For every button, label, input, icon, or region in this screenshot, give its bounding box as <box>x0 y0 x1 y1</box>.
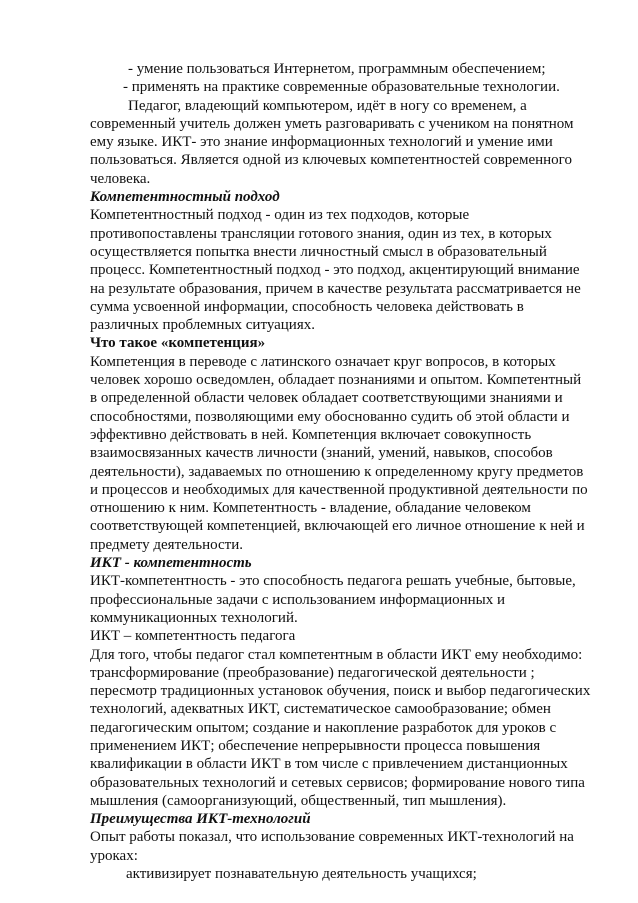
text-line: ИКТ-компетентность - это способность педагога решать учебные, бытовые, <box>90 573 576 590</box>
section-heading: ИКТ - компетентность <box>90 555 252 572</box>
text-line: на результате образования, причем в качестве результата рассматривается не <box>90 280 581 297</box>
text-line: способностями, позволяющими ему обоснованно судить об этой области и <box>90 408 570 425</box>
text-line: ИКТ – компетентность педагога <box>90 628 296 645</box>
section-heading: Преимущества ИКТ-технологий <box>90 811 311 828</box>
text-line: мышления (самоорганизующий, общественный, тип мышления). <box>90 792 507 809</box>
text-line: отношению к ним. Компетентность - владение, обладание человеком <box>90 500 531 517</box>
text-line: коммуникационных технологий. <box>90 609 298 626</box>
text-line: деятельности), задаваемых по отношению к определенному кругу предметов <box>90 463 584 480</box>
text-line: - умение пользоваться Интернетом, программным обеспечением; <box>128 61 546 77</box>
text-line: уроках: <box>90 847 138 864</box>
text-line: ему языке. ИКТ- это знание информационных технологий и умение ими <box>90 134 553 151</box>
text-line: образовательных технологий и сетевых сервисов; формирование нового типа <box>90 774 585 791</box>
text-line: Педагог, владеющий компьютером, идёт в ногу со временем, а <box>128 97 527 114</box>
text-line: осуществляется попытка внести личностный смысл в образовательный <box>90 243 547 260</box>
text-line: пересмотр традиционных установок обучения, поиск и выбор педагогических <box>90 683 591 700</box>
text-line: сумма усвоенной информации, способность человека действовать в <box>90 298 524 315</box>
section-heading: Компетентностный подход <box>90 189 280 206</box>
text-line: взаимосвязанных качеств личности (знаний, умений, навыков, способов <box>90 445 553 462</box>
text-line: в определенной области человек обладает соответствующими знаниями и <box>90 390 563 407</box>
text-line: педагогическим опытом; создание и накопление разработок для уроков с <box>90 719 557 736</box>
text-line: - применять на практике современные образовательные технологии. <box>123 79 560 96</box>
text-line: пользоваться. Является одной из ключевых компетентностей современного <box>90 152 572 169</box>
text-line: современный учитель должен уметь разговаривать с учеником на понятном <box>90 115 574 132</box>
text-line: и процессов и необходимых для качественной продуктивной деятельности по <box>90 481 588 498</box>
text-line: Компетентностный подход - один из тех подходов, которые <box>90 207 470 224</box>
text-line: различных проблемных ситуациях. <box>90 317 315 334</box>
text-line: трансформирование (преобразование) педагогической деятельности ; <box>90 664 535 681</box>
document-body <box>90 60 600 883</box>
text-line: активизирует познавательную деятельность учащихся; <box>126 866 477 883</box>
text-line: эффективно действовать в ней. Компетенция включает совокупность <box>90 426 532 443</box>
text-line: квалификации в области ИКТ в том числе с привлечением дистанционных <box>90 756 568 773</box>
text-line: человек хорошо осведомлен, обладает познаниями и опытом. Компетентный <box>90 372 582 389</box>
text-line: Для того, чтобы педагог стал компетентным в области ИКТ ему необходимо: <box>90 646 583 663</box>
text-line: применением ИКТ; обеспечение непрерывности процесса повышения <box>90 737 541 754</box>
text-line: соответствующей компетенцией, включающей его личное отношение к ней и <box>90 518 585 535</box>
section-heading: Что такое «компетенция» <box>90 335 266 352</box>
text-line: технологий, адекватных ИКТ, систематическое самообразование; обмен <box>90 701 551 718</box>
text-line: Опыт работы показал, что использование современных ИКТ-технологий на <box>90 829 574 846</box>
text-line: Компетенция в переводе с латинского означает круг вопросов, в которых <box>90 353 556 370</box>
text-line: процесс. Компетентностный подход - это подход, акцентирующий внимание <box>90 262 580 279</box>
text-line: предмету деятельности. <box>90 536 243 553</box>
text-line: профессиональные задачи с использованием информационных и <box>90 591 506 608</box>
text-line: человека. <box>90 170 151 187</box>
text-line: противопоставлены трансляции готового знания, один из тех, в которых <box>90 225 552 242</box>
